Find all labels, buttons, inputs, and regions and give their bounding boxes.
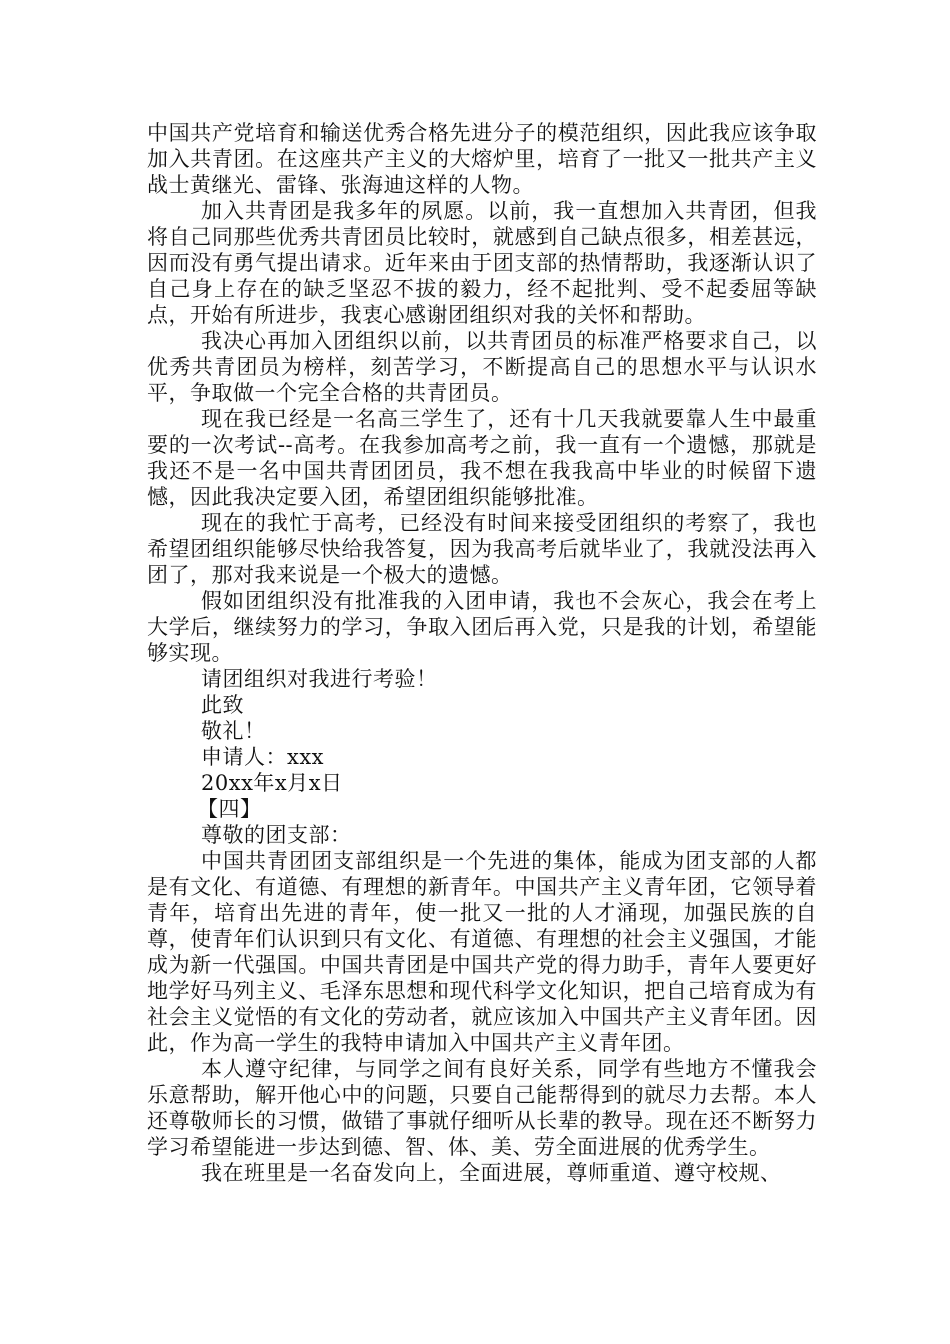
paragraph: 我在班里是一名奋发向上，全面进展，尊师重道、遵守校规、 <box>201 1161 782 1185</box>
date-line: 20xx年x月x日 <box>201 771 343 795</box>
paragraph: 假如团组织没有批准我的入团申请，我也不会灰心，我会在考上大学后，继续努力的学习，争取入团后再入党，只是我的计划，希望能够实现。 <box>147 589 817 665</box>
paragraph: 中国共青团团支部组织是一个先进的集体，能成为团支部的人都是有文化、有道德、有理想的新青年。中国共产主义青年团，它领导着青年，培育出先进的青年，使一批又一批的人才涌现，加强民族的自尊，使青年们认识到只有文化、有道德、有理想的社会主义强国，才能成为新一代强国。中国共青团是中国共产党的得力助手，青年人要更好地学好马列主义、毛泽东思想和现代科学文化知识，把自己培育成为有社会主义觉悟的有文化的劳动者，就应该加入中国共产主义青年团。因此，作为高一学生的我特申请加入中国共产主义青年团。 <box>147 849 817 1055</box>
document-body <box>147 120 817 1186</box>
closing-request: 请团组织对我进行考验！ <box>201 667 438 691</box>
paragraph: 中国共产党培育和输送优秀合格先进分子的模范组织，因此我应该争取加入共青团。在这座共产主义的大熔炉里，培育了一批又一批共产主义战士黄继光、雷锋、张海迪这样的人物。 <box>147 121 817 197</box>
paragraph: 现在我已经是一名高三学生了，还有十几天我就要靠人生中最重要的一次考试--高考。在我参加高考之前，我一直有一个遗憾，那就是我还不是一名中国共青团团员，我不想在我我高中毕业的时候留下遗憾，因此我决定要入团，希望团组织能够批准。 <box>147 407 817 509</box>
paragraph: 我决心再加入团组织以前，以共青团员的标准严格要求自己，以优秀共青团员为榜样，刻苦学习，不断提高自己的思想水平与认识水平，争取做一个完全合格的共青团员。 <box>147 329 817 405</box>
greeting: 尊敬的团支部： <box>201 823 352 847</box>
paragraph: 本人遵守纪律，与同学之间有良好关系，同学有些地方不懂我会乐意帮助，解开他心中的问题，只要自己能帮得到的就尽力去帮。本人还尊敬师长的习惯，做错了事就仔细听从长辈的教导。现在还不断努力学习希望能进一步达到德、智、体、美、劳全面进展的优秀学生。 <box>147 1057 817 1159</box>
paragraph: 现在的我忙于高考，已经没有时间来接受团组织的考察了，我也希望团组织能够尽快给我答复，因为我高考后就毕业了，我就没法再入团了，那对我来说是一个极大的遗憾。 <box>147 511 817 587</box>
paragraph: 加入共青团是我多年的夙愿。以前，我一直想加入共青团，但我将自己同那些优秀共青团员比较时，就感到自己缺点很多，相差甚远，因而没有勇气提出请求。近年来由于团支部的热情帮助，我逐渐认识了自己身上存在的缺乏坚忍不拔的毅力，经不起批判、受不起委屈等缺点，开始有所进步，我衷心感谢团组织对我的关怀和帮助。 <box>147 199 817 327</box>
section-marker: 【四】 <box>197 797 262 821</box>
closing-salute-respect: 敬礼！ <box>201 719 266 743</box>
applicant-signature: 申请人：xxx <box>201 745 325 769</box>
closing-salute: 此致 <box>201 693 244 717</box>
